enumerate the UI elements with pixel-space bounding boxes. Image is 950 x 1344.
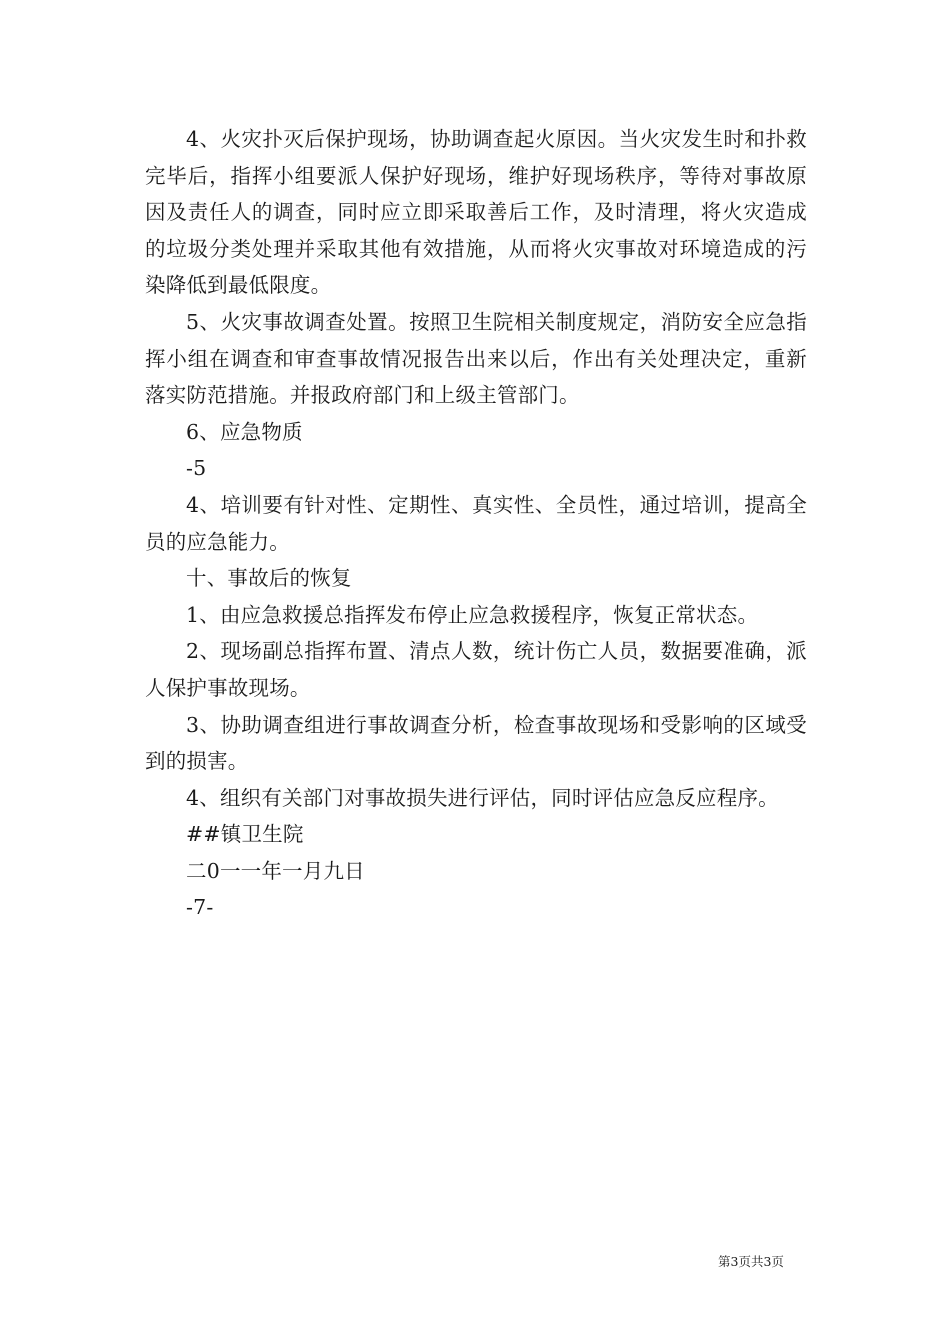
paragraph-recovery-3: 3、协助调查组进行事故调查分析，检查事故现场和受影响的区域受到的损害。 bbox=[145, 712, 807, 774]
paragraph-recovery-2: 2、现场副总指挥布置、清点人数，统计伤亡人员，数据要准确，派人保护事故现场。 bbox=[145, 639, 807, 700]
paragraph-recovery-1: 1、由应急救援总指挥发布停止应急救援程序，恢复正常状态。 bbox=[186, 602, 759, 627]
section-heading-recovery: 十、事故后的恢复 bbox=[186, 566, 352, 591]
signature-date: 二0一一年一月九日 bbox=[186, 858, 365, 883]
document-body bbox=[145, 121, 807, 926]
paragraph-fire-scene-protection: 4、火灾扑灭后保护现场，协助调查起火原因。当火灾发生时和扑救完毕后，指挥小组要派人保护好现场，维护好现场秩序，等待对事故原因及责任人的调查，同时应立即采取善后工作，及时清理，将火灾造成的垃圾分类处理并采取其他有效措施，从而将火灾事故对环境造成的污染降低到最低限度。 bbox=[145, 127, 807, 298]
paragraph-emergency-supplies: 6、应急物质 bbox=[186, 419, 303, 444]
paragraph-fire-investigation: 5、火灾事故调查处置。按照卫生院相关制度规定，消防安全应急指挥小组在调查和审查事故情况报告出来以后，作出有关处理决定，重新落实防范措施。并报政府部门和上级主管部门。 bbox=[145, 309, 807, 408]
signature-organization: ##镇卫生院 bbox=[186, 822, 304, 847]
paragraph-recovery-4: 4、组织有关部门对事故损失进行评估，同时评估应急反应程序。 bbox=[186, 785, 779, 810]
page-marker-5: -5 bbox=[186, 456, 207, 481]
page-number-footer: 第3页共3页 bbox=[718, 1254, 784, 1269]
page-marker-7: -7- bbox=[186, 895, 214, 920]
paragraph-training: 4、培训要有针对性、定期性、真实性、全员性，通过培训，提高全员的应急能力。 bbox=[145, 492, 807, 554]
